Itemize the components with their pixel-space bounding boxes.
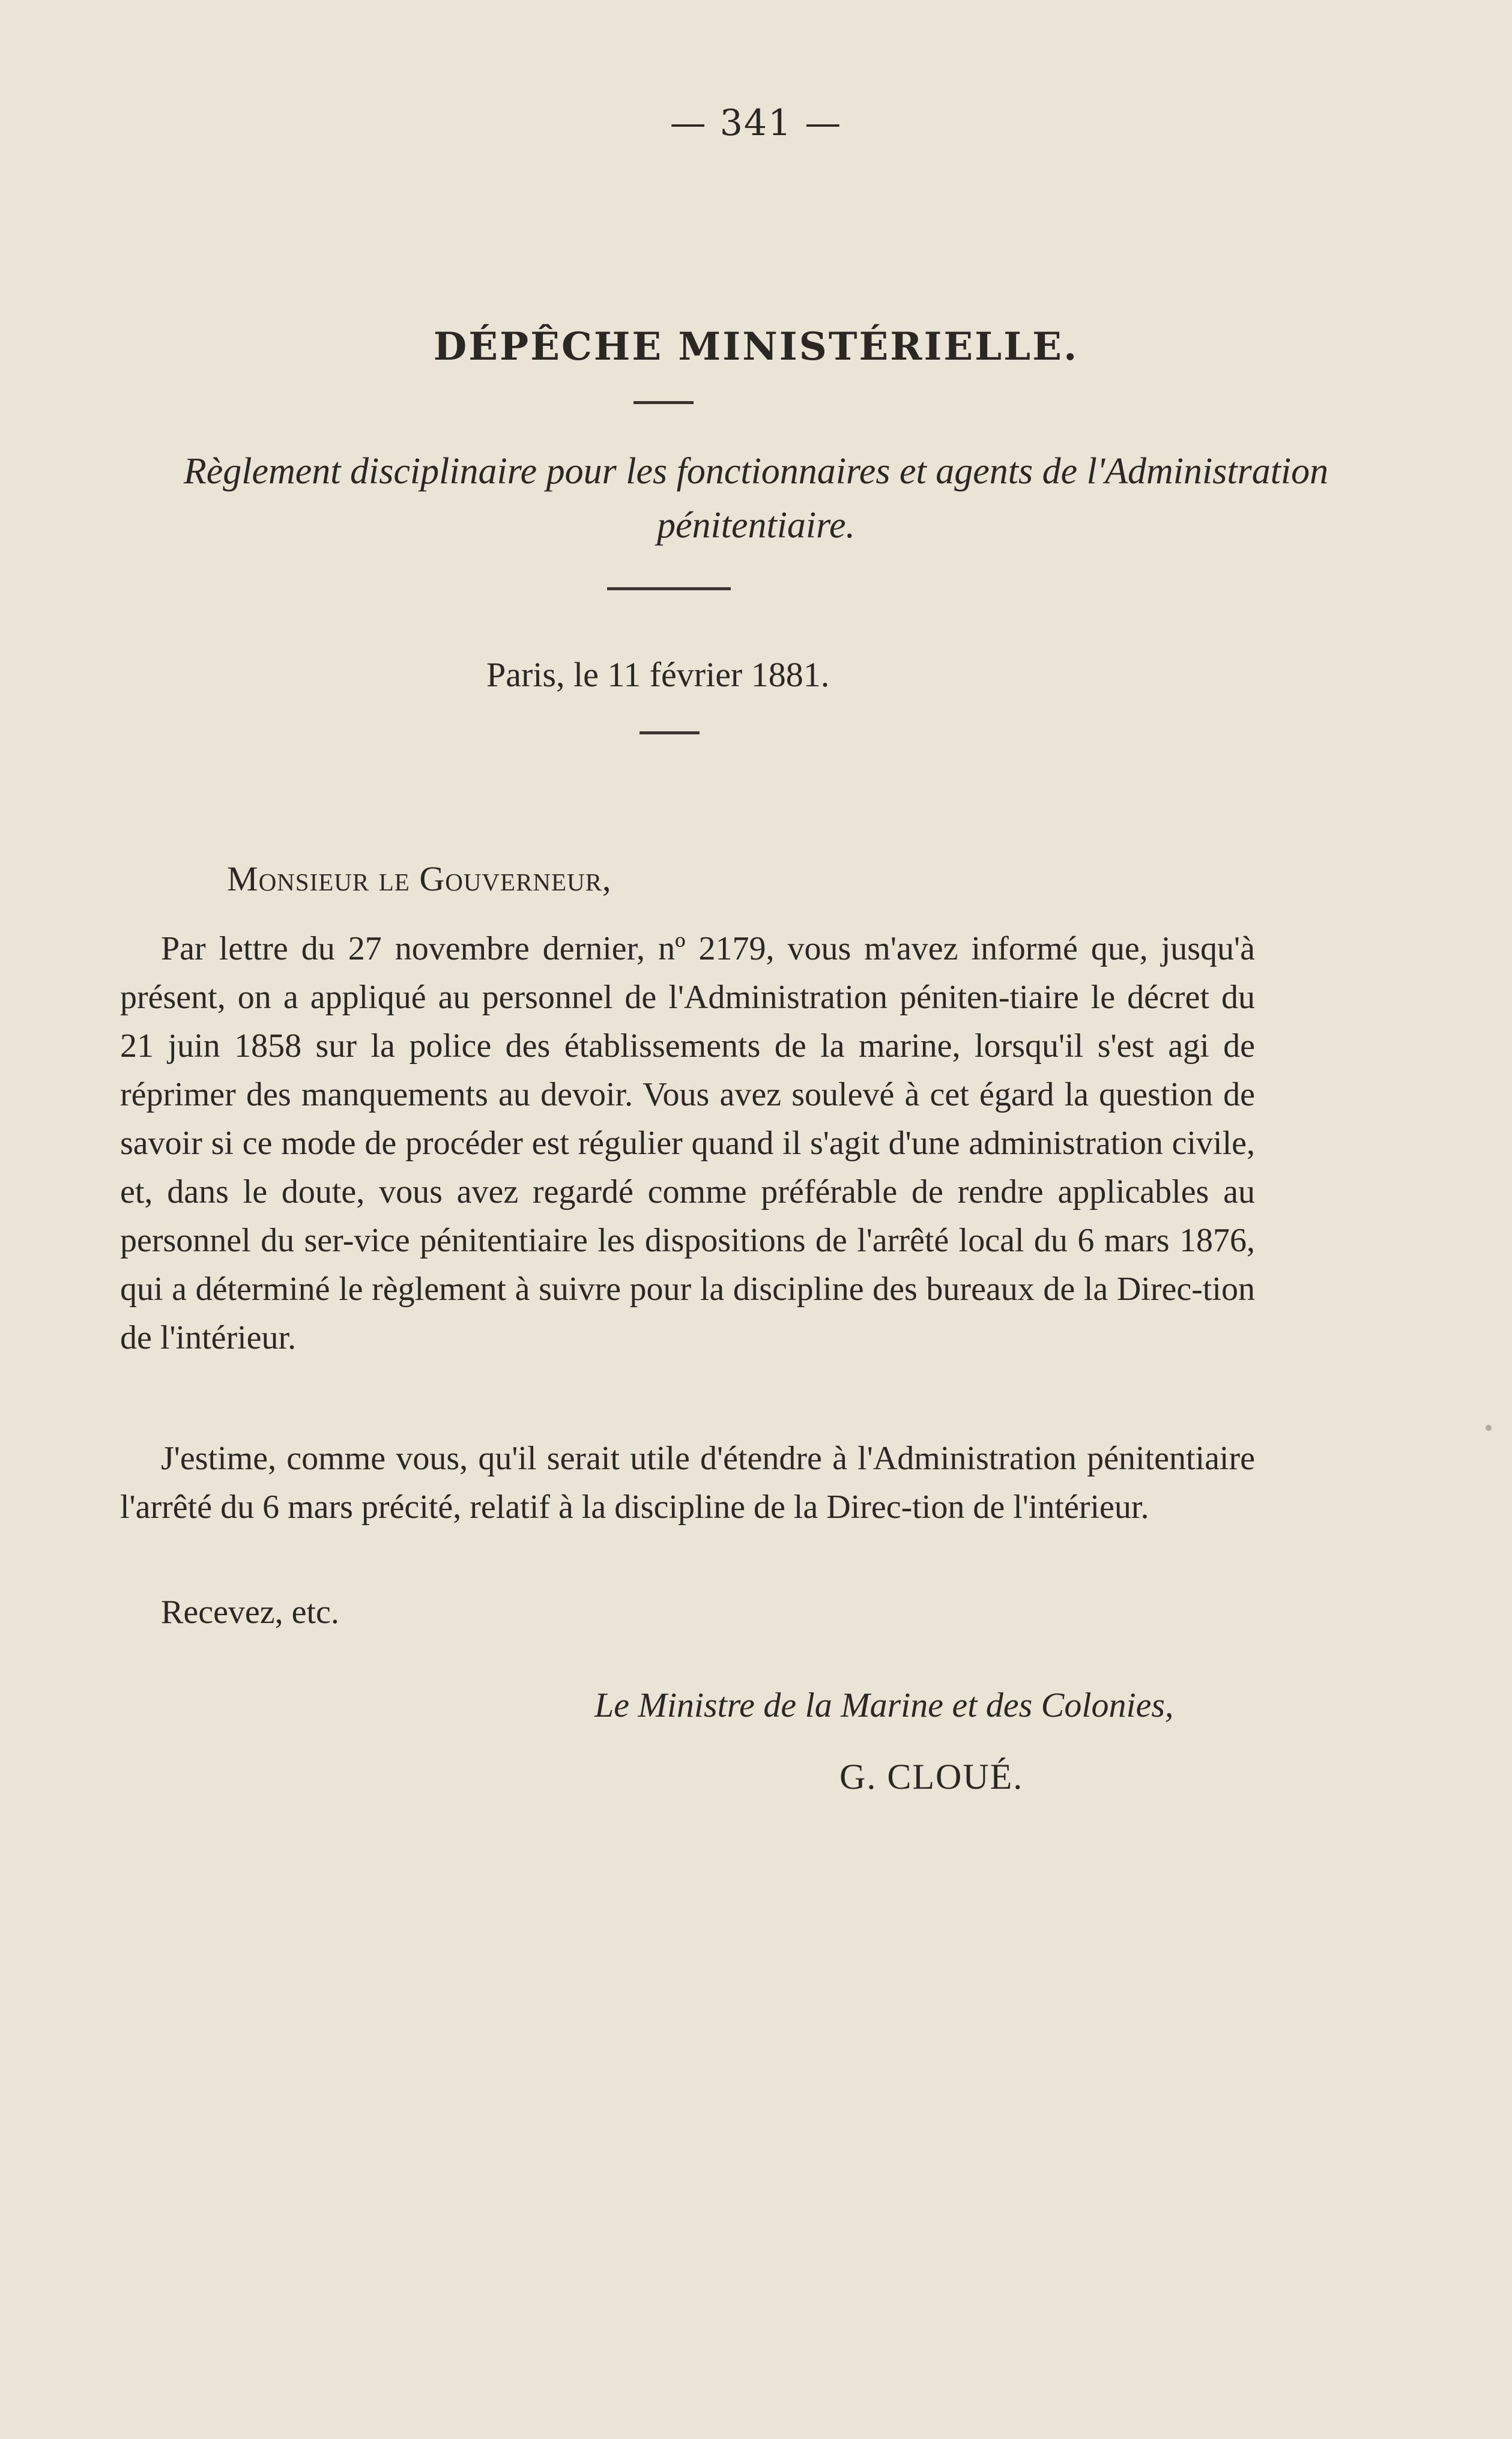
document-title: DÉPÊCHE MINISTÉRIELLE. xyxy=(433,324,1079,369)
signatory-name: G. CLOUÉ. xyxy=(839,1757,1024,1797)
closing-formula: Recevez, etc. xyxy=(161,1594,339,1631)
subtitle-text: Règlement disciplinaire pour les fonctionnaires et agents de l'Administration pénitentiaire. xyxy=(183,451,1329,546)
signatory-title: Le Ministre de la Marine et des Colonies, xyxy=(594,1685,1174,1724)
body-paragraph-1: Par lettre du 27 novembre dernier, nº 2179, vous m'avez informé que, jusqu'à présent, on a appliqué au personnel de l'Administration péniten-tiaire le décret du 21 juin 1858 sur la police des établissements de la marine, lorsqu'il s'est agi de réprimer des manquements au devoir. Vous avez soulevé à cet égard la question de savoir si ce mode de procéder est régulier quand il s'agit d'une administration civile, et, dans le doute, vous avez regardé comme préférable de rendre applicables au personnel du ser-vice pénitentiaire les dispositions de l'arrêté local du 6 mars 1876, qui a déterminé le règlement à suivre pour la discipline des bureaux de la Direc-tion de l'intérieur. xyxy=(120,930,1255,1356)
dateline-divider xyxy=(640,731,700,734)
body-paragraph-2: J'estime, comme vous, qu'il serait utile d'étendre à l'Administration pénitentiaire l'arrêté du 6 mars précité, relatif à la discipline de la Direc-tion de l'intérieur. xyxy=(120,1440,1255,1526)
subtitle-divider xyxy=(607,587,731,590)
dateline: Paris, le 11 février 1881. xyxy=(486,655,830,694)
salutation: Monsieur le Gouverneur, xyxy=(227,859,612,898)
page-number: — 341 — xyxy=(670,102,842,144)
title-divider xyxy=(634,401,694,404)
document-subtitle xyxy=(0,444,1512,552)
paper-speck xyxy=(1486,1425,1492,1431)
